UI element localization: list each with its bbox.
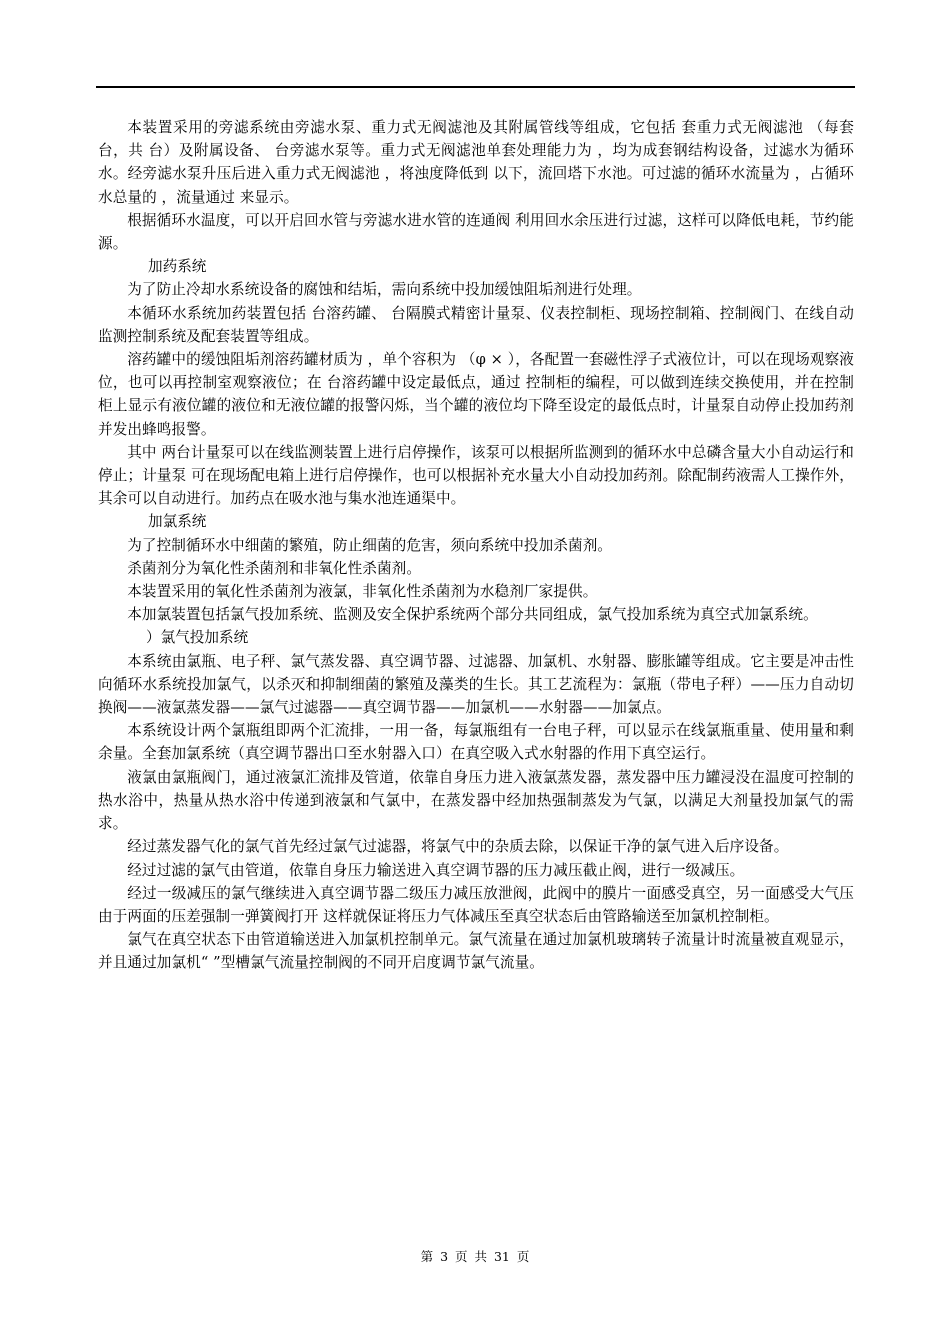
paragraph-dissolving-tank: 溶药罐中的缓蚀阻垢剂溶药罐材质为 ，单个容积为 （φ × ），各配置一套磁性浮子式液位计，可以在现场观察液位，也可以再控制室观察液位；在 台溶药罐中设定最低点，通过 控制柜的编程，可以做到连续交换使用，并在控制柜上显示有液位罐的液位和无液位罐的报警闪烁，当个罐的液位均下降至设定的最低点时，计量泵自动停止投加药剂并发出蜂鸣报警。 xyxy=(98,351,854,438)
paragraph-bactericide-purpose: 为了控制循环水中细菌的繁殖，防止细菌的危害，须向系统中投加杀菌剂。 xyxy=(127,536,613,554)
paragraph-metering-pumps: 其中 两台计量泵可以在线监测装置上进行启停操作，该泵可以根据所监测到的循环水中总磷含量大小自动运行和停止；计量泵 可在现场配电箱上进行启停操作，也可以根据补充水量大小自动投加药剂。除配制药液需人工操作外，其余可以自动进行。加药点在吸水池与集水池连通渠中。 xyxy=(98,443,854,508)
paragraph-dosing-purpose: 为了防止冷却水系统设备的腐蚀和结垢，需向系统中投加缓蚀阻垢剂进行处理。 xyxy=(127,281,642,299)
header-rule xyxy=(96,86,855,88)
paragraph-oxidizing-bactericide: 本装置采用的氧化性杀菌剂为液氯，非氧化性杀菌剂为水稳剂厂家提供。 xyxy=(127,583,598,601)
section-heading-chlorination-system: 加氯系统 xyxy=(148,513,207,531)
paragraph-bypass-filter-system: 本装置采用的旁滤系统由旁滤水泵、重力式无阀滤池及其附属管线等组成，它包括 套重力式无阀滤池 （每套 台，共 台）及附属设备、 台旁滤水泵等。重力式无阀滤池单套处理能力为 ，均为成套钢结构设备，过滤水为循环水。经旁滤水泵升压后进入重力式无阀滤池 ，将浊度降低到 以下，流回塔下水池。可过滤的循环水流量为 ，占循环水总量的 ，流量通过 来显示。 xyxy=(98,119,854,206)
paragraph-evaporator: 液氯由氯瓶阀门，通过液氯汇流排及管道，依靠自身压力进入液氯蒸发器，蒸发器中压力罐浸没在温度可控制的热水浴中，热量从热水浴中传递到液氯和气氯中，在蒸发器中经加热强制蒸发为气氯，以满足大剂量投加氯气的需求。 xyxy=(98,768,854,833)
paragraph-return-water-filtering: 根据循环水温度，可以开启回水管与旁滤水进水管的连通阀 利用回水余压进行过滤，这样可以降低电耗，节约能源。 xyxy=(98,211,854,253)
paragraph-chlorinator-control: 氯气在真空状态下由管道输送进入加氯机控制单元。氯气流量在通过加氯机玻璃转子流量计时流量被直观显示，并且通过加氯机“ ”型槽氯气流量控制阀的不同开启度调节氯气流量。 xyxy=(98,931,854,972)
page-footer: 第 3 页 共 31 页 xyxy=(420,1249,530,1264)
paragraph-second-stage-reduction: 经过一级减压的氯气继续进入真空调节器二级压力减压放泄阀，此阀中的膜片一面感受真空，另一面感受大气压 由于两面的压差强制一弹簧阀打开 这样就保证将压力气体减压至真空状态后由管路输送至加氯机控制柜。 xyxy=(98,884,854,925)
paragraph-cylinder-groups: 本系统设计两个氯瓶组即两个汇流排，一用一备，每氯瓶组有一台电子秤，可以显示在线氯瓶重量、使用量和剩余量。全套加氯系统（真空调节器出口至水射器入口）在真空吸入式水射器的作用下真空运行。 xyxy=(98,722,854,763)
paragraph-bactericide-types: 杀菌剂分为氧化性杀菌剂和非氧化性杀菌剂。 xyxy=(127,559,422,577)
paragraph-chlorine-filter: 经过蒸发器气化的氯气首先经过氯气过滤器，将氯气中的杂质去除，以保证干净的氯气进入后序设备。 xyxy=(127,838,789,856)
paragraph-process-flow: 本系统由氯瓶、电子秤、氯气蒸发器、真空调节器、过滤器、加氯机、水射器、膨胀罐等组成。它主要是冲击性向循环水系统投加氯气，以杀灭和抑制细菌的繁殖及藻类的生长。其工艺流程为：氯瓶（带电子秤）——压力自动切换阀——液氯蒸发器——氯气过滤器——真空调节器——加氯机——水射器——加氯点。 xyxy=(98,652,854,717)
section-heading-dosing-system: 加药系统 xyxy=(148,258,207,276)
document-body xyxy=(98,116,854,975)
paragraph-first-stage-reduction: 经过过滤的氯气由管道，依靠自身压力输送进入真空调节器的压力减压截止阀，进行一级减压。 xyxy=(127,861,745,879)
paragraph-dosing-equipment: 本循环水系统加药装置包括 台溶药罐、 台隔膜式精密计量泵、仪表控制柜、现场控制箱、控制阀门、在线自动监测控制系统及配套装置等组成。 xyxy=(98,304,854,345)
subheading-chlorine-dosing-system: ）氯气投加系统 xyxy=(146,629,249,647)
paragraph-chlorination-components: 本加氯装置包括氯气投加系统、监测及安全保护系统两个部分共同组成，氯气投加系统为真空式加氯系统。 xyxy=(127,606,818,624)
